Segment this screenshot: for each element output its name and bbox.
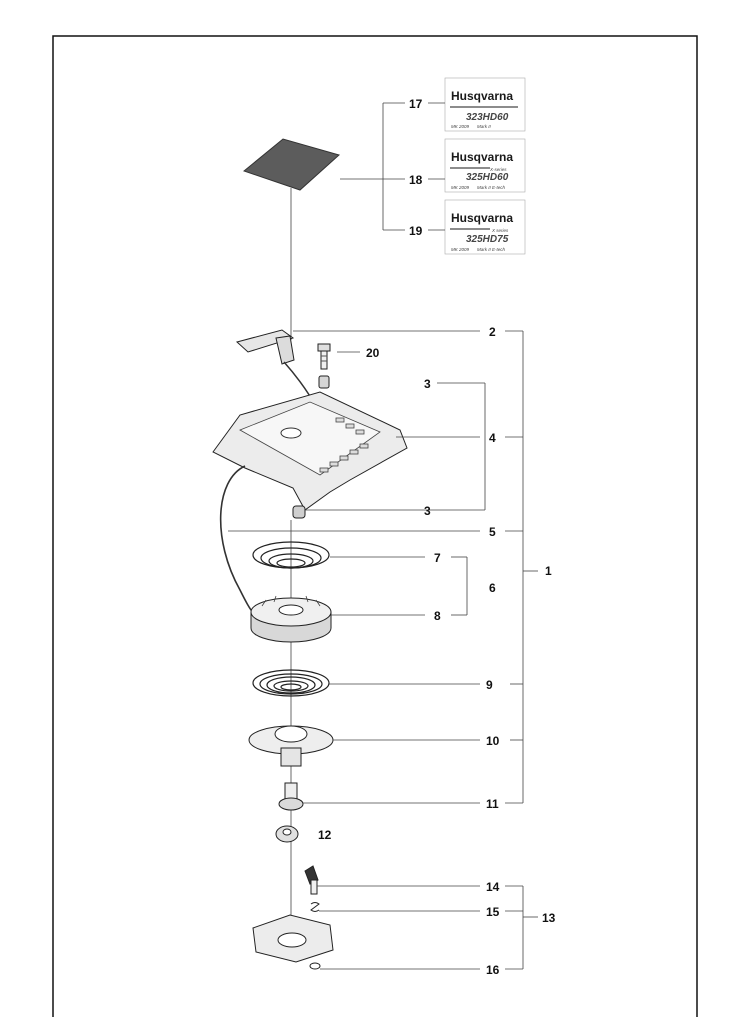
circlip-16 bbox=[310, 963, 320, 969]
decal-model-17: 323HD60 bbox=[466, 112, 509, 123]
pawl-spring-15 bbox=[311, 903, 319, 912]
spring-cassette bbox=[249, 726, 333, 766]
callout-5: 5 bbox=[489, 525, 496, 539]
washer-12 bbox=[276, 826, 298, 842]
callout-13: 13 bbox=[542, 911, 556, 925]
page-frame bbox=[53, 36, 697, 1017]
callout-3-top: 3 bbox=[424, 377, 431, 391]
decal-small-right-18: Mark II E-tech bbox=[477, 185, 506, 190]
pawl-14 bbox=[305, 866, 318, 894]
callout-20: 20 bbox=[366, 346, 380, 360]
decal-small-left-19: MK 2009 bbox=[451, 247, 470, 252]
starter-rope bbox=[221, 466, 255, 615]
callout-12: 12 bbox=[318, 828, 332, 842]
decal-model-19: 325HD75 bbox=[466, 234, 509, 245]
decal-brand-18: Husqvarna bbox=[451, 150, 514, 164]
decal-18 bbox=[445, 139, 525, 192]
callout-3-bottom: 3 bbox=[424, 504, 431, 518]
decal-19 bbox=[445, 200, 525, 254]
callout-11: 11 bbox=[486, 797, 499, 811]
decal-series-19: X series bbox=[492, 228, 509, 233]
bolt-11 bbox=[279, 783, 303, 810]
decal-series-18: X-series bbox=[490, 167, 507, 172]
callout-16: 16 bbox=[486, 963, 500, 977]
pulley-base bbox=[253, 915, 333, 962]
decal-17 bbox=[445, 78, 525, 131]
callout-7: 7 bbox=[434, 551, 441, 565]
decal-brand-17: Husqvarna bbox=[451, 89, 514, 103]
callout-4: 4 bbox=[489, 431, 496, 445]
decal-small-left-17: MK 2009 bbox=[451, 124, 470, 129]
callout-10: 10 bbox=[486, 734, 500, 748]
sticker-sheet bbox=[244, 139, 339, 190]
decal-small-left-18: MK 2009 bbox=[451, 185, 470, 190]
callout-17: 17 bbox=[409, 97, 423, 111]
callout-2: 2 bbox=[489, 325, 496, 339]
screw-20 bbox=[318, 344, 330, 388]
starter-housing bbox=[213, 392, 407, 518]
decal-small-right-19: Mark II E-tech bbox=[477, 247, 506, 252]
rope-pulley bbox=[251, 596, 331, 642]
callout-8: 8 bbox=[434, 609, 441, 623]
callout-19: 19 bbox=[409, 224, 423, 238]
decal-bracket bbox=[340, 103, 445, 230]
callout-14: 14 bbox=[486, 880, 500, 894]
callout-6: 6 bbox=[489, 581, 496, 595]
decal-small-right-17: Mark II bbox=[477, 124, 491, 129]
callout-15: 15 bbox=[486, 905, 500, 919]
callout-18: 18 bbox=[409, 173, 423, 187]
decal-model-18: 325HD60 bbox=[466, 172, 509, 183]
decal-brand-19: Husqvarna bbox=[451, 211, 514, 225]
callout-9: 9 bbox=[486, 678, 493, 692]
callout-1: 1 bbox=[545, 564, 552, 578]
